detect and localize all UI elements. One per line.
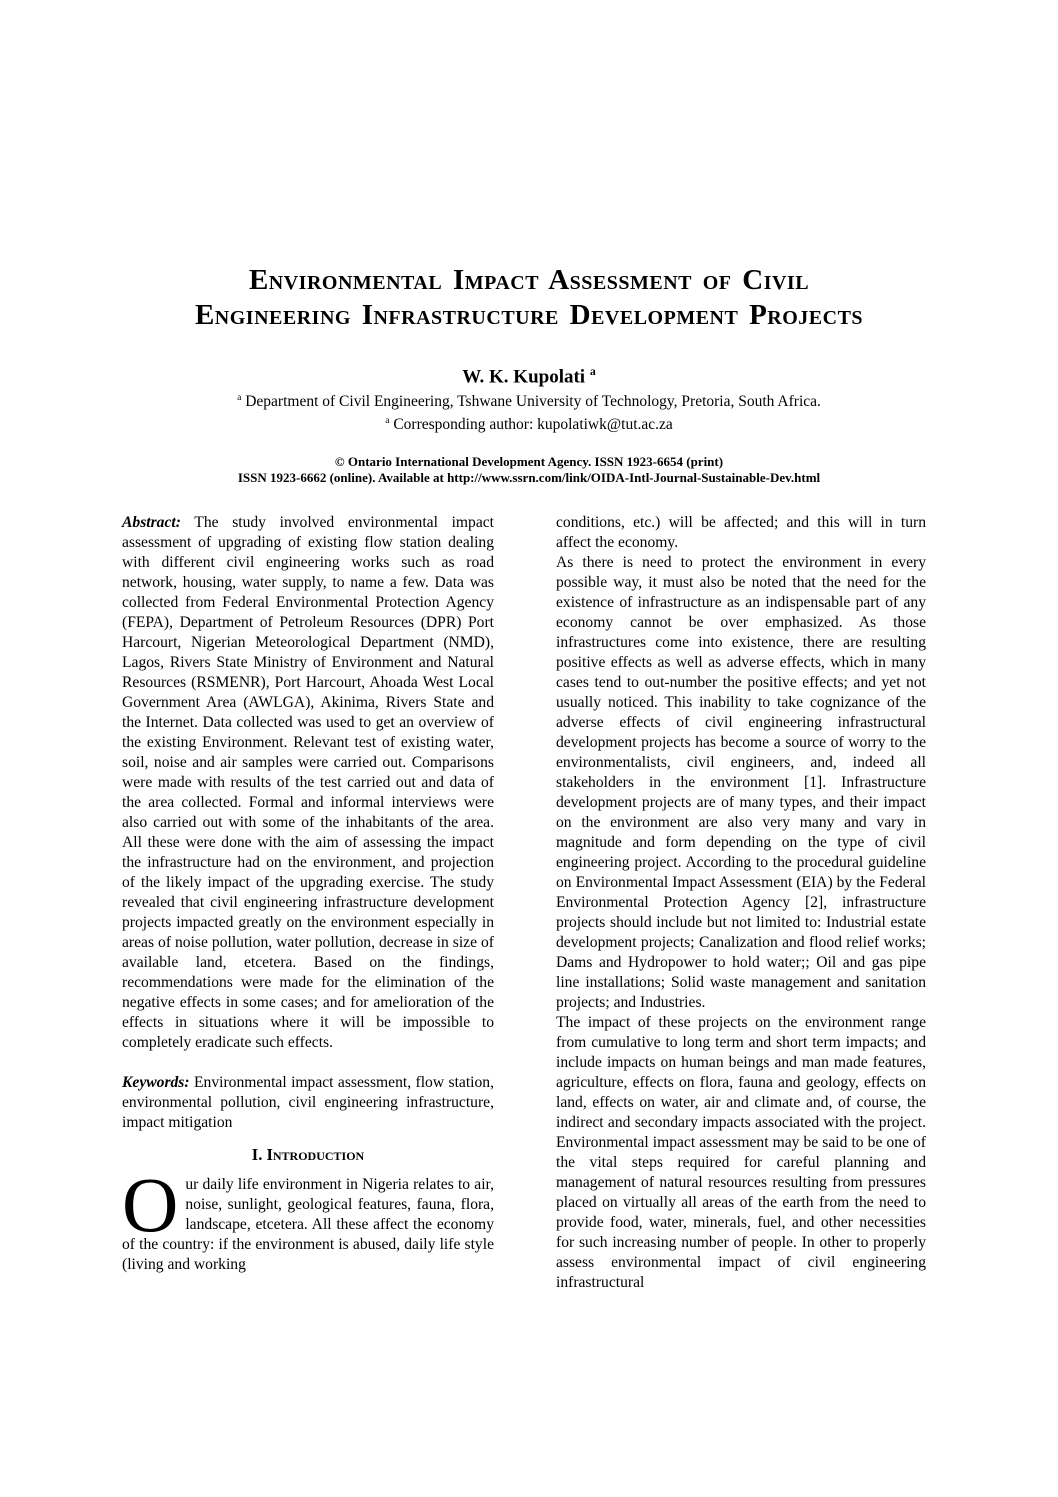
author-affiliation-marker: a xyxy=(589,365,596,378)
author-block xyxy=(0,360,1058,435)
affiliation-text: Department of Civil Engineering, Tshwane University of Technology, Pretoria, South Africa. xyxy=(245,393,821,411)
keywords-label: Keywords: xyxy=(122,1073,190,1091)
drop-cap: O xyxy=(122,1160,179,1248)
paper-title-line-1: Environmental Impact Assessment of Civil xyxy=(248,264,810,296)
body-paragraph: The impact of these projects on the environment range from cumulative to long term and short term impacts; and include impacts on human beings and man made features, agriculture, effects on flora, fauna and geology, effects on land, effects on water, air and climate and, of course, the indirect and secondary impacts associated with the project. Environmental impact assessment may be said to be one of the vital steps required for careful planning and management of natural resources resulting from pressures placed on virtually all areas of the earth from the need to provide food, water, minerals, fuel, and other necessities for such increasing number of people. In other to properly assess environmental impact of civil engineering infrastructural xyxy=(556,1013,926,1291)
author-affiliation xyxy=(0,388,1058,411)
keywords-paragraph xyxy=(122,1073,494,1133)
journal-imprint xyxy=(0,454,1058,487)
corresponding-author xyxy=(0,411,1058,434)
introduction-paragraph xyxy=(122,1160,494,1275)
right-column xyxy=(556,513,926,1293)
body-paragraph: As there is need to protect the environment in every possible way, it must also be noted that the need for the existence of infrastructure as an indispensable part of any economy cannot be over emphasized. As those infrastructures come into existence, there are resulting positive effects as well as adverse effects, which in many cases tend to out-number the positive effects; and yet not usually noticed. This inability to take cognizance of the adverse effects of civil engineering infrastructural development projects has become a source of worry to the environmentalists, civil engineers, and, indeed all stakeholders in the environment [1]. Infrastructure development projects are of many types, and their impact on the environment are also very many and vary in magnitude and form depending on the type of civil engineering project. According to the procedural guideline on Environmental Impact Assessment (EIA) by the Federal Environmental Protection Agency [2], infrastructure projects should include but not limited to: Industrial estate development projects; Canalization and flood relief works; Dams and Hydropower to hold water;; Oil and gas pipe line installations; Solid waste management and sanitation projects; and Industries. xyxy=(556,553,926,1011)
paper-title xyxy=(0,263,1058,333)
body-paragraph: conditions, etc.) will be affected; and this will in turn affect the economy. xyxy=(556,513,926,551)
introduction-text: ur daily life environment in Nigeria relates to air, noise, sunlight, geological features, fauna, flora, landscape, etcetera. All these affect the economy of the country: if the environment is abused, daily life style (living and working xyxy=(122,1175,494,1273)
imprint-line-1: © Ontario International Development Agency. ISSN 1923-6654 (print) xyxy=(334,453,724,469)
affiliation-marker: a xyxy=(237,392,242,404)
keywords-text: Environmental impact assessment, flow station, environmental pollution, civil engineering infrastructure, impact mitigation xyxy=(122,1073,494,1131)
author-name-text: W. K. Kupolati xyxy=(462,366,586,388)
abstract-label: Abstract: xyxy=(122,513,181,531)
corresponding-text: Corresponding author: kupolatiwk@tut.ac.za xyxy=(393,416,673,434)
left-column xyxy=(122,513,494,1293)
two-column-body xyxy=(0,513,1058,1293)
abstract-text: The study involved environmental impact assessment of upgrading of existing flow station dealing with different civil engineering works such as road network, housing, water supply, to name a few. Data was collected from Federal Environmental Protection Agency (FEPA), Department of Petroleum Resources (DPR) Port Harcourt, Nigerian Meteorological Department (NMD), Lagos, Rivers State Ministry of Environment and Natural Resources (RSMENR), Port Harcourt, Ahoada West Local Government Area (AWLGA), Akinima, Rivers State and the Internet. Data collected was used to get an overview of the existing Environment. Relevant test of existing water, soil, noise and air samples were carried out. Comparisons were made with results of the test carried out and data of the area collected. Formal and informal interviews were also carried out with some of the inhabitants of the area. All these were done with the aim of assessing the impact the infrastructure had on the environment, and projection of the likely impact of the upgrading exercise. The study revealed that civil engineering infrastructure development projects impacted greatly on the environment especially in areas of noise pollution, water pollution, decrease in size of available land, etcetera. Based on the findings, recommendations were made for the elimination of the negative effects in some cases; and for amelioration of the effects in situations where it will be impossible to completely eradicate such effects. xyxy=(122,513,494,1051)
corresponding-marker: a xyxy=(385,415,390,427)
paper-title-line-2: Engineering Infrastructure Development Projects xyxy=(194,299,864,331)
section-heading-introduction: I. Introduction xyxy=(251,1144,365,1164)
imprint-line-2: ISSN 1923-6662 (online). Available at http://www.ssrn.com/link/OIDA-Intl-Journal-Sustainable-Dev.html xyxy=(237,470,821,486)
author-name xyxy=(0,360,1058,388)
abstract-paragraph xyxy=(122,513,494,1053)
